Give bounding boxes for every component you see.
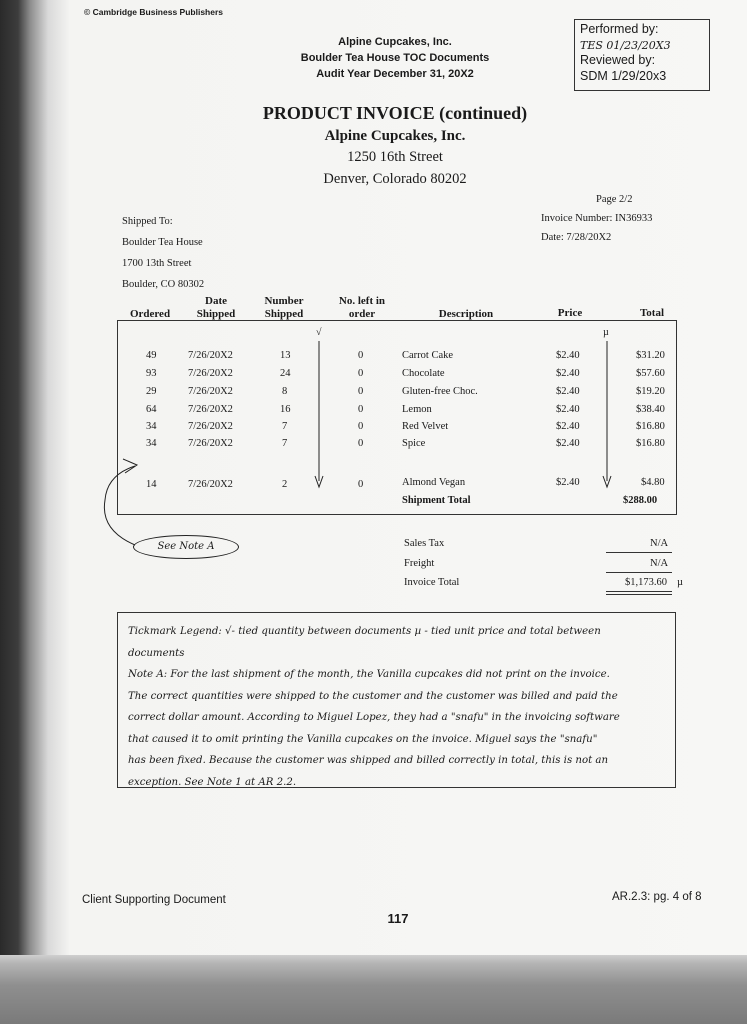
col-ordered: Ordered [129, 308, 171, 320]
row-shipped: 7 [282, 438, 288, 449]
scan-shadow [0, 955, 747, 1024]
row-ordered: 49 [146, 350, 157, 361]
header-subtitle: Boulder Tea House TOC Documents [300, 52, 490, 64]
row-ordered: 34 [146, 421, 157, 432]
mu-tickmark: µ [603, 327, 609, 338]
header-company: Alpine Cupcakes, Inc. [338, 36, 452, 48]
invoice-total-double-rule [606, 591, 672, 595]
col-date-shipped: Date Shipped [196, 295, 236, 320]
header-audit-year: Audit Year December 31, 20X2 [316, 68, 474, 80]
row-price: $2.40 [556, 438, 580, 449]
performed-value: TES 01/23/20X3 [580, 38, 671, 52]
row-total: $19.20 [636, 386, 665, 397]
note-connector [95, 450, 175, 550]
invoice-page: Page 2/2 [596, 194, 633, 205]
ship-name: Boulder Tea House [122, 237, 203, 248]
row-ordered: 93 [146, 368, 157, 379]
invoice-total-value: $1,173.60 [625, 577, 667, 588]
legend-line: The correct quantities were shipped to the customer and the customer was billed and paid the [128, 690, 618, 702]
page-number: 117 [387, 911, 409, 926]
row-date: 7/26/20X2 [188, 421, 233, 432]
row-description: Spice [402, 438, 426, 449]
row-date: 7/26/20X2 [188, 386, 233, 397]
legend-line: correct dollar amount. According to Miguel Lopez, they had a "snafu" in the invoicing software [128, 712, 620, 723]
legend-line: that caused it to omit printing the Vanilla cupcakes on the invoice. Miguel says the "snafu" [128, 733, 598, 745]
row-shipped: 8 [282, 386, 288, 397]
row-price: $2.40 [556, 477, 580, 488]
mu-tickmark: µ [677, 577, 684, 588]
row-description: Almond Vegan [402, 477, 466, 488]
row-ordered: 34 [146, 438, 157, 449]
col-total: Total [639, 307, 665, 319]
freight-rule [606, 572, 672, 573]
row-total: $16.80 [636, 421, 665, 432]
col-number-shipped: Number Shipped [264, 295, 304, 320]
row-description: Lemon [402, 404, 432, 415]
invoice-company: Alpine Cupcakes, Inc. [324, 128, 466, 144]
row-left: 0 [358, 350, 364, 361]
invoice-street: 1250 16th Street [347, 149, 443, 165]
row-left: 0 [358, 479, 364, 490]
row-ordered: 64 [146, 404, 157, 415]
col-description: Description [438, 308, 494, 320]
row-left: 0 [358, 404, 364, 415]
row-shipped: 2 [282, 479, 288, 490]
tickmark-legend [117, 612, 676, 788]
shipped-to-label: Shipped To: [122, 216, 173, 227]
invoice-date: Date: 7/28/20X2 [541, 232, 612, 243]
ship-city: Boulder, CO 80302 [122, 279, 205, 290]
reviewed-label: Reviewed by: [580, 53, 656, 67]
invoice-total-label: Invoice Total [404, 577, 460, 588]
row-total: $57.60 [636, 368, 665, 379]
col-left-in-order: No. left in order [338, 295, 386, 320]
row-description: Gluten-free Choc. [402, 386, 478, 397]
row-left: 0 [358, 438, 364, 449]
freight-value: N/A [650, 558, 669, 569]
legend-line: Note A: For the last shipment of the month, the Vanilla cupcakes did not print on the invoice. [128, 669, 610, 680]
footer-left: Client Supporting Document [82, 894, 226, 906]
check-tickmark: √ [316, 327, 322, 338]
row-left: 0 [358, 386, 364, 397]
performed-label: Performed by: [580, 22, 659, 36]
row-left: 0 [358, 421, 364, 432]
row-price: $2.40 [556, 368, 580, 379]
row-date: 7/26/20X2 [188, 368, 233, 379]
row-total: $4.80 [641, 477, 665, 488]
shipment-total-value: $288.00 [623, 495, 658, 506]
invoice-line-items [117, 320, 677, 515]
row-date: 7/26/20X2 [188, 350, 233, 361]
row-date: 7/26/20X2 [188, 404, 233, 415]
row-date: 7/26/20X2 [188, 479, 233, 490]
col-price: Price [557, 307, 583, 319]
row-ordered: 29 [146, 386, 157, 397]
row-left: 0 [358, 368, 364, 379]
legend-line: has been fixed. Because the customer was shipped and billed correctly in total, this is not an [128, 755, 609, 766]
row-shipped: 7 [282, 421, 288, 432]
invoice-title: PRODUCT INVOICE (continued) [262, 103, 528, 123]
sales-tax-rule [606, 552, 672, 553]
sales-tax-value: N/A [650, 538, 669, 549]
sales-tax-label: Sales Tax [404, 538, 445, 549]
freight-label: Freight [404, 558, 435, 569]
row-description: Carrot Cake [402, 350, 454, 361]
row-total: $16.80 [636, 438, 665, 449]
row-shipped: 24 [280, 368, 291, 379]
ship-street: 1700 13th Street [122, 258, 192, 269]
row-shipped: 16 [280, 404, 291, 415]
legend-line: exception. See Note 1 at AR 2.2. [128, 776, 297, 788]
legend-line: documents [128, 647, 185, 659]
row-date: 7/26/20X2 [188, 438, 233, 449]
row-price: $2.40 [556, 421, 580, 432]
see-note-a-callout: See Note A [133, 535, 239, 559]
row-ordered: 14 [146, 479, 157, 490]
row-price: $2.40 [556, 386, 580, 397]
row-price: $2.40 [556, 404, 580, 415]
row-description: Chocolate [402, 368, 445, 379]
signoff-box [574, 19, 710, 91]
reviewed-value: SDM 1/29/20x3 [580, 68, 667, 83]
legend-line: Tickmark Legend: √- tied quantity between documents µ - tied unit price and total between [128, 626, 601, 637]
invoice-city: Denver, Colorado 80202 [323, 171, 467, 187]
row-price: $2.40 [556, 350, 580, 361]
invoice-number: Invoice Number: IN36933 [541, 213, 653, 224]
tickmark-arrows [118, 321, 676, 514]
shipment-total-label: Shipment Total [402, 495, 471, 506]
row-description: Red Velvet [402, 421, 449, 432]
row-shipped: 13 [280, 350, 291, 361]
copyright-notice: © Cambridge Business Publishers [84, 7, 223, 17]
footer-right: AR.2.3: pg. 4 of 8 [612, 891, 702, 903]
row-total: $38.40 [636, 404, 665, 415]
row-total: $31.20 [636, 350, 665, 361]
